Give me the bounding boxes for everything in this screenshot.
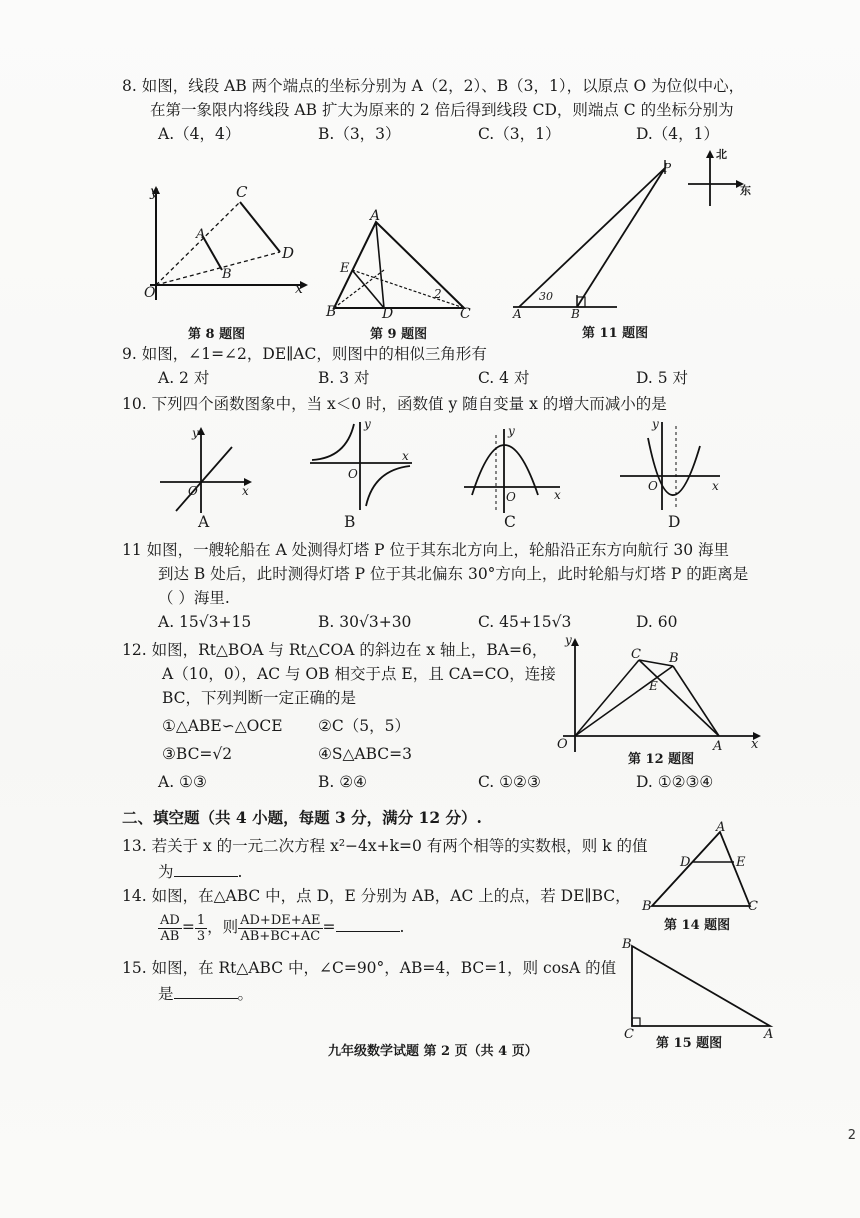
q14-fraction-ad-ab: $\frac{AD}{AB}$ <box>160 912 180 944</box>
figure-15 <box>620 937 780 1042</box>
q8-option-c: C.（3，1） <box>478 125 561 143</box>
svg-text:y: y <box>652 417 659 431</box>
q10-graph-d <box>618 418 728 513</box>
svg-text:y: y <box>150 184 158 200</box>
svg-text:y: y <box>364 417 371 431</box>
svg-text:D: D <box>680 855 691 870</box>
q10-text: 10. 下列四个函数图象中，当 x＜0 时，函数值 y 随自变量 x 的增大而减小的是 <box>122 395 667 413</box>
q14-line1: 14. 如图，在△ABC 中，点 D，E 分别为 AB，AC 上的点，若 DE∥BC， <box>122 887 631 905</box>
svg-text:O: O <box>348 467 358 481</box>
svg-text:x: x <box>242 484 249 498</box>
svg-text:C: C <box>624 1027 634 1042</box>
q12-statement-4: ④S△ABC=3 <box>318 745 413 763</box>
figure-12 <box>555 633 765 756</box>
svg-text:A: A <box>716 820 726 835</box>
q10-graph-a <box>158 425 253 515</box>
svg-text:30: 30 <box>539 290 553 303</box>
fig15-caption: 第 15 题图 <box>656 1036 723 1051</box>
q12-statement-2: ②C（5，5） <box>318 717 410 735</box>
q9-option-d: D. 5 对 <box>636 369 689 387</box>
svg-text:B: B <box>571 307 580 321</box>
page-footer: 九年级数学试题 第 2 页（共 4 页） <box>328 1044 538 1059</box>
q12-line1: 12. 如图，Rt△BOA 与 Rt△COA 的斜边在 x 轴上，BA=6， <box>122 641 548 659</box>
q14-fraction-perimeter: $\frac{AD+DE+AE}{AB+BC+AC}$ <box>240 912 321 944</box>
q8-option-d: D.（4，1） <box>636 125 720 143</box>
q13-line2 <box>158 862 242 882</box>
svg-text:B: B <box>326 304 337 320</box>
svg-text:E: E <box>736 855 746 870</box>
q12-statement-3: ③BC=√2 <box>162 745 233 763</box>
fig14-caption: 第 14 题图 <box>664 918 731 933</box>
q10-graph-c <box>462 425 567 515</box>
q15-line2: 是 。 <box>158 985 254 1003</box>
compass-north-label: 北 <box>716 148 727 161</box>
svg-text:C: C <box>631 647 641 662</box>
q15-answer-blank[interactable] <box>174 984 238 999</box>
q12-line2: A（10，0），AC 与 OB 相交于点 E，且 CA=CO，连接 <box>162 665 556 683</box>
svg-text:O: O <box>506 490 516 504</box>
svg-text:A: A <box>196 227 206 242</box>
svg-text:x: x <box>295 281 303 297</box>
svg-text:B: B <box>222 267 232 282</box>
q12-option-a: A. ①③ <box>158 773 207 791</box>
q9-option-c: C. 4 对 <box>478 369 530 387</box>
svg-text:B: B <box>622 937 632 952</box>
svg-text:B: B <box>642 899 652 914</box>
q8-line1: 8. 如图，线段 AB 两个端点的坐标分别为 A（2，2）、B（3，1），以原点 O 为位似中心， <box>122 77 745 95</box>
svg-text:x: x <box>554 488 561 502</box>
fig8-caption: 第 8 题图 <box>188 327 246 342</box>
q9-option-a: A. 2 对 <box>158 369 210 387</box>
fig9-caption: 第 9 题图 <box>370 327 428 342</box>
q8-option-b: B.（3，3） <box>318 125 401 143</box>
svg-text:x: x <box>751 737 759 752</box>
q11-line3: （ ）海里. <box>158 589 230 607</box>
q13-answer-blank[interactable] <box>174 862 238 877</box>
q13-line1: 13. 若关于 x 的一元二次方程 x²−4x+k=0 有两个相等的实数根，则 k 的值 <box>122 837 648 855</box>
page-number: 2 <box>847 1128 856 1143</box>
q8-option-a: A.（4，4） <box>158 125 241 143</box>
compass-east-label: 东 <box>740 184 751 197</box>
fig12-caption: 第 12 题图 <box>628 752 695 767</box>
q12-option-d: D. ①②③④ <box>636 773 714 791</box>
q14-fraction-one-third: $\frac{1}{3}$ <box>196 912 206 944</box>
svg-text:O: O <box>144 285 156 301</box>
svg-text:y: y <box>192 426 199 440</box>
section-2-heading: 二、填空题（共 4 小题，每题 3 分，满分 12 分）. <box>122 808 482 827</box>
figure-8 <box>130 180 310 320</box>
q11-line1: 11 如图，一艘轮船在 A 处测得灯塔 P 位于其东北方向上，轮船沿正东方向航行 30 海里 <box>122 541 730 559</box>
q12-line3: BC，下列判断一定正确的是 <box>162 689 357 707</box>
q12-option-c: C. ①②③ <box>478 773 541 791</box>
svg-text:x: x <box>402 449 409 463</box>
svg-text:O: O <box>557 737 568 752</box>
svg-text:E: E <box>649 679 658 693</box>
figure-9 <box>322 210 472 320</box>
q13-line2-prefix: 为 <box>158 863 174 881</box>
svg-text:x: x <box>712 479 719 493</box>
q15-line1: 15. 如图，在 Rt△ABC 中，∠C=90°，AB=4，BC=1，则 cosA 的值 <box>122 959 617 977</box>
svg-text:A: A <box>370 208 381 224</box>
q10-option-a: A <box>198 513 210 531</box>
q11-option-a: A. 15√3+15 <box>158 613 252 631</box>
q9-text: 9. 如图，∠1=∠2，DE∥AC，则图中的相似三角形有 <box>122 345 487 363</box>
svg-text:A: A <box>713 739 723 754</box>
svg-text:E: E <box>340 261 350 276</box>
q11-option-c: C. 45+15√3 <box>478 613 572 631</box>
q11-option-d: D. 60 <box>636 613 678 631</box>
q10-option-b: B <box>344 513 356 531</box>
q11-option-b: B. 30√3+30 <box>318 613 412 631</box>
svg-text:2: 2 <box>434 287 442 301</box>
svg-text:O: O <box>188 484 198 498</box>
svg-text:C: C <box>460 306 471 322</box>
figure-11 <box>505 150 685 320</box>
q8-line2: 在第一象限内将线段 AB 扩大为原来的 2 倍后得到线段 CD，则端点 C 的坐标分别为 <box>150 101 734 119</box>
fig11-caption: 第 11 题图 <box>582 326 649 341</box>
q10-graph-b <box>308 418 418 513</box>
q9-option-b: B. 3 对 <box>318 369 370 387</box>
svg-text:A: A <box>513 307 522 321</box>
svg-text:C: C <box>236 183 248 201</box>
q13-line2-suffix: . <box>237 863 243 881</box>
q14-line2: $\frac{AD}{AB}$ = $\frac{1}{3}$ ，则 $\frac{AD+DE+AE}{AB+BC+AC}$ = . <box>160 912 405 944</box>
svg-text:O: O <box>648 479 658 493</box>
svg-text:A: A <box>764 1027 774 1042</box>
q10-option-d: D <box>668 513 681 531</box>
q12-statement-1: ①△ABE∽△OCE <box>162 717 283 735</box>
svg-text:B: B <box>669 651 679 666</box>
q14-answer-blank[interactable] <box>336 917 400 932</box>
svg-text:D: D <box>282 244 295 262</box>
figure-14 <box>640 822 765 912</box>
q11-line2: 到达 B 处后，此时测得灯塔 P 位于其北偏东 30°方向上，此时轮船与灯塔 P 的距离是 <box>158 565 749 583</box>
svg-text:C: C <box>748 899 758 914</box>
svg-text:P: P <box>663 161 672 175</box>
q12-option-b: B. ②④ <box>318 773 368 791</box>
svg-text:y: y <box>565 633 572 647</box>
svg-text:D: D <box>382 306 394 322</box>
q10-option-c: C <box>504 513 516 531</box>
svg-text:y: y <box>508 424 515 438</box>
